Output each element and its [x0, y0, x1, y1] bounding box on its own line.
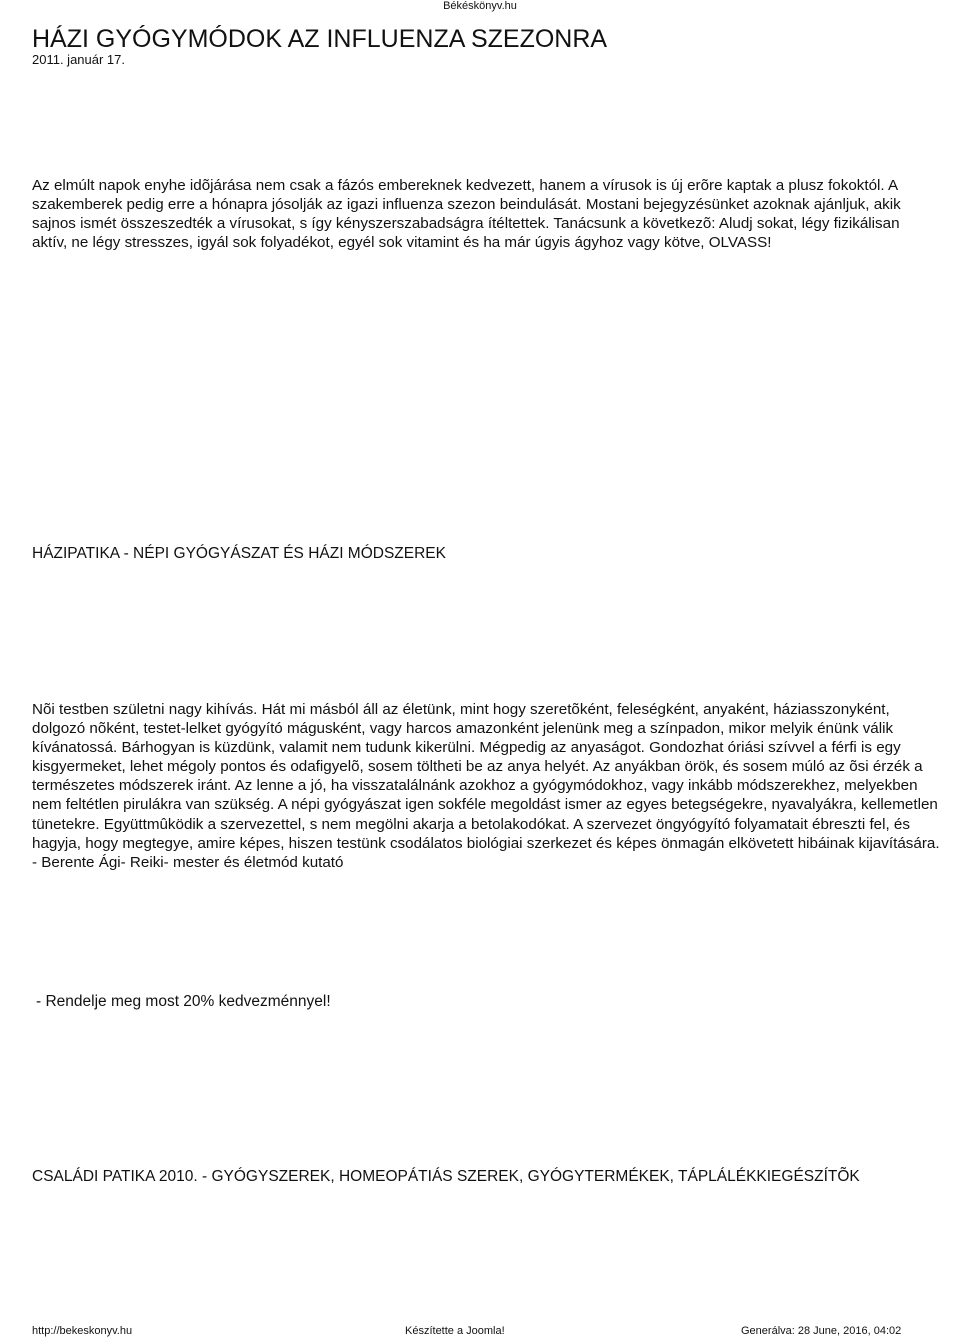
section-title: HÁZIPATIKA - NÉPI GYÓGYÁSZAT ÉS HÁZI MÓDSZEREK	[32, 545, 446, 562]
site-footer	[0, 1325, 960, 1338]
related-product-title: CSALÁDI PATIKA 2010. - GYÓGYSZEREK, HOMEOPÁTIÁS SZEREK, GYÓGYTERMÉKEK, TÁPLÁLÉKKIEGÉSZÍTÕK	[32, 1168, 860, 1185]
site-header	[0, 0, 960, 12]
footer-generated: Generálva: 28 June, 2016, 04:02	[741, 1325, 902, 1337]
footer-made-with: Készítette a Joomla!	[405, 1325, 505, 1337]
intro-paragraph: Az elmúlt napok enyhe idõjárása nem csak a fázós embereknek kedvezett, hanem a vírusok is új erõre kaptak a plusz fokoktól. A szakemberek pedig erre a hónapra jósolják az igazi influenza szezon beindulását. Mostani bejegyzésünket azoknak ajánljuk, akik sajnos ismét összeszedték a vírusokat, s így kényszerszabadságra ítéltettek. Tanácsunk a következõ: Aludj sokat, légy fizikálisan aktív, ne légy stresszes, igyál sok folyadékot, egyél sok vitamint és ha már úgyis ágyhoz vagy kötve, OLVASS!	[32, 177, 901, 252]
site-name: Békéskönyv.hu	[443, 0, 517, 12]
footer-url[interactable]: http://bekeskonyv.hu	[32, 1325, 133, 1337]
body-paragraph: Nõi testben születni nagy kihívás. Hát mi másból áll az életünk, mint hogy szeretõként, feleségként, anyaként, háziasszonyként, dolgozó nõként, testet-lelket gyógyító mágusként, vagy harcos amazonként jelenünk meg a színpadon, mikor melyik énünk válik kívánatossá. Bárhogyan is küzdünk, valamit nem tudunk kikerülni. Mégpedig az anyaságot. Gondozhat óriási szívvel a férfi is egy kisgyermeket, lehet mégoly pontos és odafigyelõ, sosem töltheti be az anya helyét. Az anyákban örök, és sosem múló az õsi érzék a természetes módszerek iránt. Az lenne a jó, ha visszatalálnánk azokhoz a gyógymódokhoz, vagy inkább módszerekhez, melyekben nem feltétlen pirulákra van szükség. A népi gyógyászat igen sokféle megoldást ismer az egyes betegségekre, nyavalyákra, kellemetlen tünetekre. Együttmûködik a szervezettel, s nem megölni akarja a betolakodókat. A szervezet öngyógyító folyamatait ébreszti fel, és hagyja, hogy megtegye, amire képes, hiszen testünk csodálatos biológiai szerkezet és képes önmagán elkövetett hibáinak kijavítására. - Berente Ági- Reiki- mester és életmód kutató	[32, 701, 940, 871]
promo-link[interactable]: - Rendelje meg most 20% kedvezménnyel!	[36, 993, 331, 1010]
article-date: 2011. január 17.	[32, 52, 125, 67]
page-title: HÁZI GYÓGYMÓDOK AZ INFLUENZA SZEZONRA	[32, 25, 608, 53]
